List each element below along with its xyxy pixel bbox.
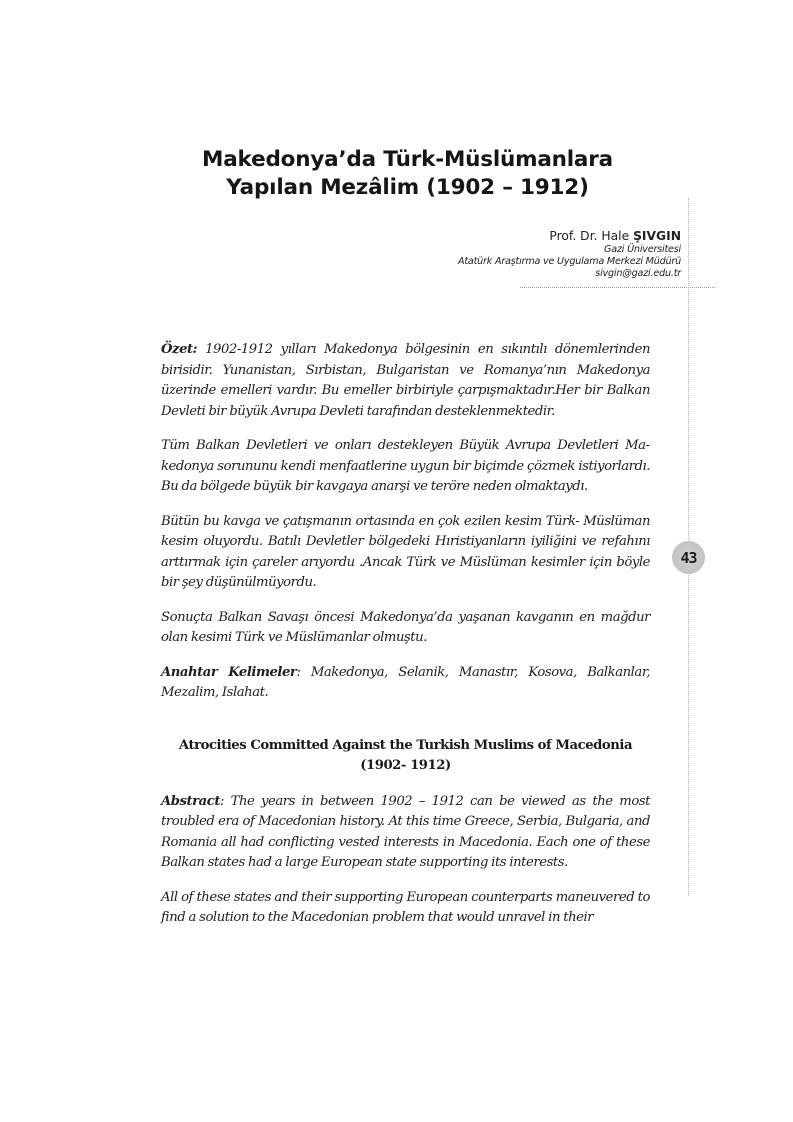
- ozet-paragraph-1: [161, 340, 650, 422]
- author-surname: ŞIVGIN: [633, 229, 681, 243]
- ozet-paragraph-4: Sonuçta Balkan Savaşı öncesi Makedonya’da yaşanan kavganın en mağdur olan kesimi Türk ve Müslümanlar olmuştu.: [161, 609, 650, 645]
- english-title: [161, 736, 650, 776]
- keywords-list: : Makedonya, Selanik, Manastır, Kosova, Balkanlar, Mezalim, Islahat.: [161, 664, 650, 700]
- ozet-label: Özet:: [161, 342, 198, 357]
- abstract-paragraph-2: All of these states and their supporting European counterparts maneuvered to find a solution to the Macedonian problem that would unravel in their: [161, 889, 650, 925]
- ozet-text-1: 1902-1912 yılları Makedonya bölgesinin en sıkıntılı dönemlerinden birisidir. Yunanistan, Sırbistan, Bulgaristan ve Romanya’nın Makedonya üzerinde emelleri vardır. Bu emeller birbiriyle çarpışmaktadır.Her bir Balkan Devleti bir büyük Avrupa Devleti tarafından desteklenmektedir.: [161, 342, 650, 419]
- english-title-line-1: Atrocities Committed Against the Turkish Muslims of Macedonia: [178, 737, 633, 753]
- keywords: [161, 663, 650, 704]
- english-title-line-2: (1902- 1912): [360, 757, 451, 773]
- author-name-prefix: Prof. Dr. Hale: [549, 229, 634, 243]
- author-position: Atatürk Araştırma ve Uygulama Merkezi Müdürü: [457, 256, 681, 267]
- title-line-1: Makedonya’da Türk-Müslümanlara: [202, 147, 613, 172]
- author-name: [458, 228, 681, 244]
- abstract-label: Abstract: [161, 793, 220, 809]
- abstract-column: [161, 340, 650, 943]
- turkish-abstract: [161, 340, 650, 704]
- abstract-paragraph-1: [161, 792, 650, 874]
- abstract-text-1: : The years in between 1902 – 1912 can be viewed as the most troubled era of Macedonian history. At this time Greece, Serbia, Bulgaria, and Romania all had conflicting vested interests in Macedonia. Each one of these Balkan states had a large European state supporting its interests.: [161, 793, 650, 870]
- keywords-label: Anahtar Kelimeler: [161, 664, 297, 680]
- author-block: [458, 228, 681, 280]
- ozet-paragraph-3: Bütün bu kavga ve çatışmanın ortasında en çok ezilen kesim Türk- Müslüman kesim oluyordu. Batılı Devletler bölgedeki Hıristiyanların iyiliğini ve refahını arttırmak için çareler arıyordu .Ancak Türk ve Müslüman kesimler için böyle bir şey düşünülmüyordu.: [161, 513, 650, 590]
- page-number: 43: [680, 548, 697, 567]
- author-university: Gazi Üniversitesi: [604, 244, 681, 255]
- title-line-2: Yapılan Mezâlim (1902 – 1912): [226, 175, 589, 200]
- ozet-paragraph-2: Tüm Balkan Devletleri ve onları destekleyen Büyük Avrupa Devletleri Makedonya sorununu kendi menfaatlerine uygun bir biçimde çözmek istiyorlardı. Bu da bölgede büyük bir kavgaya anarşi ve teröre neden olmaktaydı.: [161, 438, 650, 494]
- author-divider: [520, 287, 715, 288]
- english-abstract: [161, 792, 650, 929]
- author-email[interactable]: sivgin@gazi.edu.tr: [595, 268, 681, 279]
- article-title: [150, 146, 665, 202]
- page-number-badge: [672, 541, 705, 574]
